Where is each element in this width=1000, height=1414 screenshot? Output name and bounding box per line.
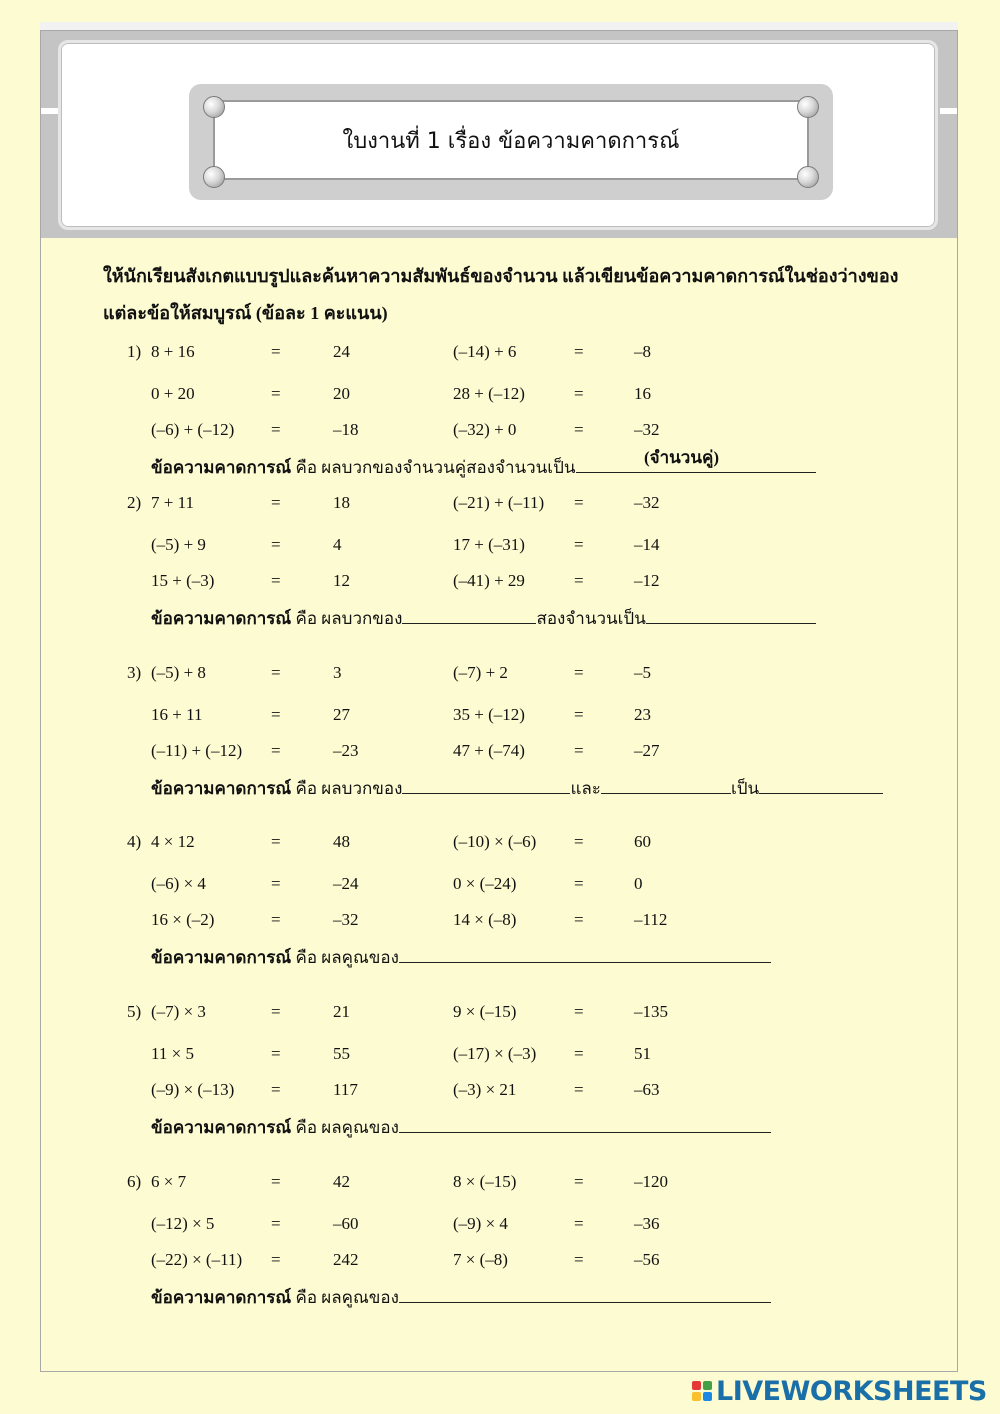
equals-sign: = [271, 1044, 281, 1063]
result-right: –8 [634, 342, 651, 361]
result-right: –27 [634, 741, 660, 760]
result-right: 51 [634, 1044, 651, 1063]
equals-sign: = [271, 1080, 281, 1099]
page-title: ใบงานที่ 1 เรื่อง ข้อความคาดการณ์ [213, 100, 809, 180]
expression-left: 11 × 5 [151, 1044, 194, 1063]
expression-left: 15 + (–3) [151, 571, 215, 590]
result-right: –63 [634, 1080, 660, 1099]
result-left: –24 [333, 874, 359, 893]
expression-right: 7 × (–8) [453, 1250, 508, 1269]
conjecture-label: ข้อความคาดการณ์ [151, 1118, 292, 1137]
expression-right: 9 × (–15) [453, 1002, 517, 1021]
expression-right: 14 × (–8) [453, 910, 517, 929]
conjecture-line [151, 1282, 771, 1310]
equals-sign: = [271, 910, 281, 929]
logo-square [692, 1392, 701, 1401]
equals-sign: = [271, 420, 281, 439]
expression-left: 7 + 11 [151, 493, 194, 512]
answer-blank[interactable] [399, 942, 771, 963]
result-right: 60 [634, 832, 651, 851]
expression-right: (–3) × 21 [453, 1080, 517, 1099]
conjecture-line [151, 942, 771, 970]
logo-mark-icon [692, 1381, 712, 1401]
expression-left: 16 × (–2) [151, 910, 215, 929]
equals-sign: = [574, 1002, 584, 1021]
result-right: –12 [634, 571, 660, 590]
conjecture-text: คือ ผลบวกของจำนวนคู่สองจำนวนเป็น [295, 458, 576, 477]
result-left: 24 [333, 342, 350, 361]
equals-sign: = [271, 832, 281, 851]
brand-name: LIVEWORKSHEETS [716, 1375, 987, 1407]
logo-square [703, 1381, 712, 1390]
result-left: 4 [333, 535, 342, 554]
equals-sign: = [574, 1044, 584, 1063]
conjecture-text: เป็น [730, 779, 760, 798]
result-left: –23 [333, 741, 359, 760]
equals-sign: = [271, 493, 281, 512]
result-right: 0 [634, 874, 643, 893]
instruction-text: ให้นักเรียนสังเกตแบบรูปและค้นหาความสัมพันธ์ของจำนวน แล้วเขียนข้อความคาดการณ์ในช่องว่างของแต่ละข้อให้สมบูรณ์ (ข้อละ 1 คะแนน) [103, 266, 899, 323]
equation-row [0, 660, 1000, 686]
equation-row [0, 871, 1000, 897]
expression-right: (–9) × 4 [453, 1214, 508, 1233]
conjecture-text: คือ ผลคูณของ [295, 948, 399, 967]
answer-blank[interactable] [402, 603, 536, 624]
equation-row [0, 1041, 1000, 1067]
expression-right: (–41) + 29 [453, 571, 525, 590]
expression-left: 0 + 20 [151, 384, 195, 403]
equation-row [0, 1247, 1000, 1273]
equals-sign: = [271, 571, 281, 590]
expression-left: (–6) × 4 [151, 874, 206, 893]
result-right: 23 [634, 705, 651, 724]
result-left: 12 [333, 571, 350, 590]
conjecture-label: ข้อความคาดการณ์ [151, 609, 292, 628]
answer-blank[interactable] [601, 773, 731, 794]
equation-row [0, 907, 1000, 933]
equation-row [0, 1169, 1000, 1195]
conjecture-text: คือ ผลคูณของ [295, 1288, 399, 1307]
equals-sign: = [271, 663, 281, 682]
expression-right: (–32) + 0 [453, 420, 517, 439]
logo-square [703, 1392, 712, 1401]
equals-sign: = [574, 874, 584, 893]
result-left: 55 [333, 1044, 350, 1063]
expression-right: 47 + (–74) [453, 741, 525, 760]
logo-square [692, 1381, 701, 1390]
equals-sign: = [574, 420, 584, 439]
equation-row [0, 568, 1000, 594]
expression-right: 0 × (–24) [453, 874, 517, 893]
equals-sign: = [574, 1172, 584, 1191]
result-right: –120 [634, 1172, 668, 1191]
conjecture-text: สองจำนวนเป็น [536, 609, 646, 628]
answer-blank[interactable] [399, 1112, 771, 1133]
equals-sign: = [271, 874, 281, 893]
equals-sign: = [271, 535, 281, 554]
conjecture-line [151, 1112, 771, 1140]
result-left: –32 [333, 910, 359, 929]
question-number: 4) [127, 832, 142, 851]
question-number: 6) [127, 1172, 142, 1191]
equals-sign: = [271, 342, 281, 361]
question-number: 5) [127, 1002, 142, 1021]
equals-sign: = [574, 384, 584, 403]
filled-answer[interactable]: (จำนวนคู่) [644, 448, 719, 467]
equals-sign: = [574, 342, 584, 361]
equals-sign: = [574, 1080, 584, 1099]
equals-sign: = [574, 493, 584, 512]
conjecture-label: ข้อความคาดการณ์ [151, 948, 292, 967]
equals-sign: = [271, 384, 281, 403]
liveworksheets-logo [692, 1374, 987, 1408]
expression-left: (–7) × 3 [151, 1002, 206, 1021]
conjecture-label: ข้อความคาดการณ์ [151, 458, 292, 477]
conjecture-line [151, 603, 816, 631]
equation-row [0, 999, 1000, 1025]
result-right: –5 [634, 663, 651, 682]
result-left: 18 [333, 493, 350, 512]
result-left: 117 [333, 1080, 358, 1099]
conjecture-text: คือ ผลคูณของ [295, 1118, 399, 1137]
equals-sign: = [574, 705, 584, 724]
expression-left: (–11) + (–12) [151, 741, 243, 760]
conjecture-text: และ [570, 779, 601, 798]
result-right: –32 [634, 420, 660, 439]
equation-row [0, 829, 1000, 855]
equals-sign: = [271, 741, 281, 760]
equation-row [0, 381, 1000, 407]
equation-row [0, 738, 1000, 764]
equation-row [0, 417, 1000, 443]
expression-left: (–5) + 9 [151, 535, 206, 554]
equals-sign: = [574, 1214, 584, 1233]
top-stripe [40, 22, 958, 30]
equals-sign: = [574, 571, 584, 590]
expression-right: (–14) + 6 [453, 342, 517, 361]
result-left: 48 [333, 832, 350, 851]
expression-left: 4 × 12 [151, 832, 195, 851]
result-right: 16 [634, 384, 651, 403]
result-right: –56 [634, 1250, 660, 1269]
equation-row [0, 532, 1000, 558]
expression-right: (–10) × (–6) [453, 832, 537, 851]
result-left: 242 [333, 1250, 359, 1269]
answer-blank[interactable] [646, 603, 816, 624]
equals-sign: = [271, 1002, 281, 1021]
equation-row [0, 1211, 1000, 1237]
equation-row [0, 490, 1000, 516]
result-right: –32 [634, 493, 660, 512]
equals-sign: = [574, 535, 584, 554]
equals-sign: = [271, 1214, 281, 1233]
equals-sign: = [271, 1172, 281, 1191]
result-left: 3 [333, 663, 342, 682]
expression-left: 6 × 7 [151, 1172, 187, 1191]
equation-row [0, 339, 1000, 365]
answer-blank[interactable] [759, 773, 883, 794]
result-left: –18 [333, 420, 359, 439]
equals-sign: = [574, 1250, 584, 1269]
result-left: –60 [333, 1214, 359, 1233]
expression-right: (–7) + 2 [453, 663, 508, 682]
question-number: 1) [127, 342, 142, 361]
expression-left: (–5) + 8 [151, 663, 206, 682]
expression-left: 8 + 16 [151, 342, 195, 361]
expression-left: (–12) × 5 [151, 1214, 215, 1233]
expression-left: (–22) × (–11) [151, 1250, 243, 1269]
equals-sign: = [574, 910, 584, 929]
equation-row [0, 1077, 1000, 1103]
expression-left: 16 + 11 [151, 705, 203, 724]
expression-right: (–21) + (–11) [453, 493, 545, 512]
equals-sign: = [271, 1250, 281, 1269]
conjecture-label: ข้อความคาดการณ์ [151, 1288, 292, 1307]
expression-right: 8 × (–15) [453, 1172, 517, 1191]
result-left: 27 [333, 705, 350, 724]
answer-blank[interactable] [399, 1282, 771, 1303]
result-left: 21 [333, 1002, 350, 1021]
result-left: 42 [333, 1172, 350, 1191]
conjecture-text: คือ ผลบวกของ [295, 779, 403, 798]
question-number: 3) [127, 663, 142, 682]
result-left: 20 [333, 384, 350, 403]
conjecture-text: คือ ผลบวกของ [295, 609, 403, 628]
expression-right: 17 + (–31) [453, 535, 525, 554]
expression-right: (–17) × (–3) [453, 1044, 537, 1063]
answer-blank[interactable] [402, 773, 570, 794]
expression-left: (–6) + (–12) [151, 420, 235, 439]
result-right: –14 [634, 535, 660, 554]
result-right: –112 [634, 910, 668, 929]
expression-right: 28 + (–12) [453, 384, 525, 403]
conjecture-line [151, 773, 883, 801]
result-right: –135 [634, 1002, 668, 1021]
question-number: 2) [127, 493, 142, 512]
equation-row [0, 702, 1000, 728]
conjecture-label: ข้อความคาดการณ์ [151, 779, 292, 798]
equals-sign: = [574, 741, 584, 760]
equals-sign: = [271, 705, 281, 724]
equals-sign: = [574, 832, 584, 851]
result-right: –36 [634, 1214, 660, 1233]
equals-sign: = [574, 663, 584, 682]
expression-right: 35 + (–12) [453, 705, 525, 724]
expression-left: (–9) × (–13) [151, 1080, 235, 1099]
